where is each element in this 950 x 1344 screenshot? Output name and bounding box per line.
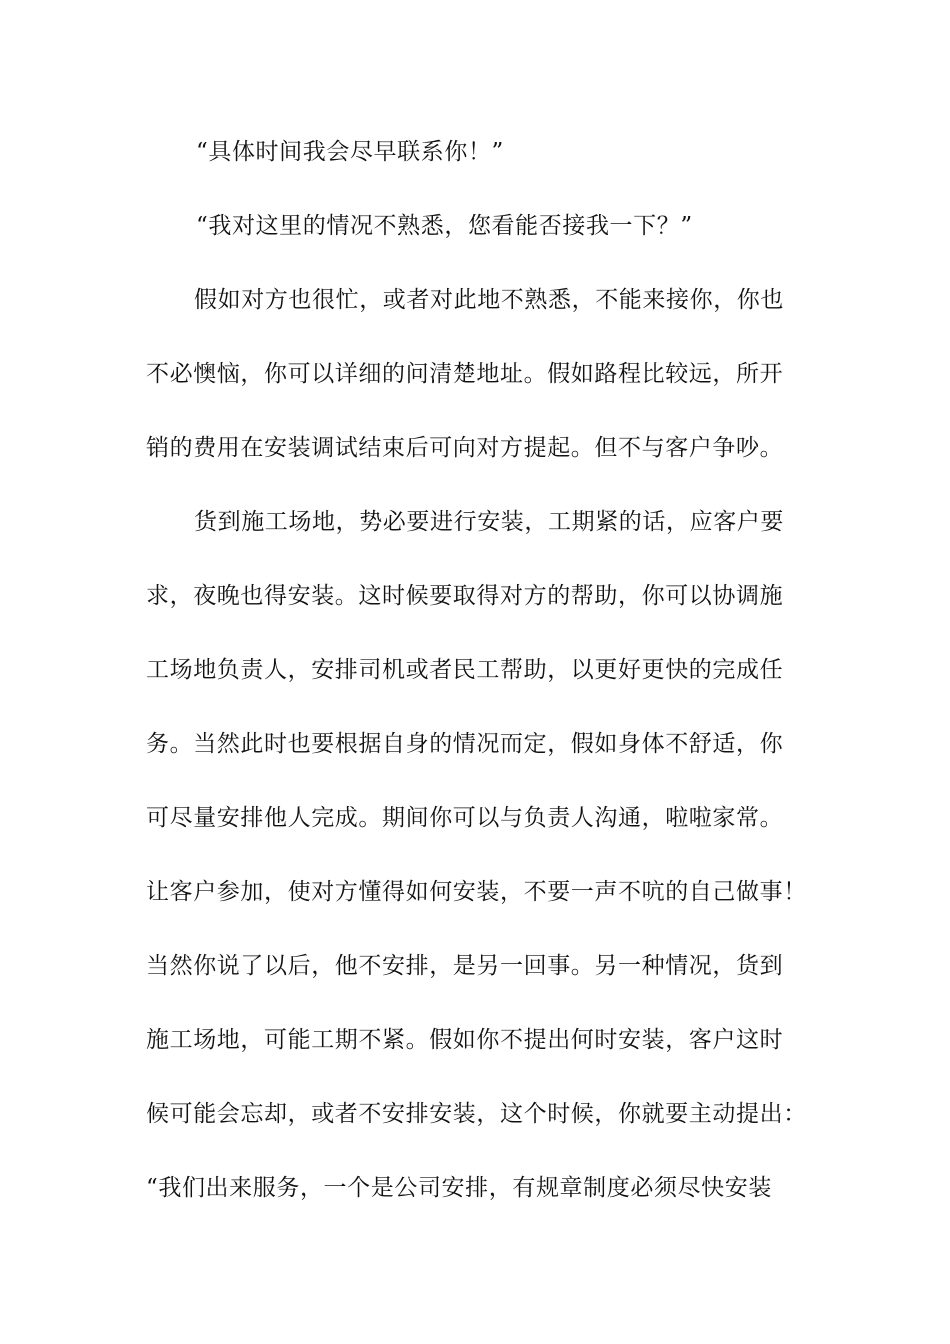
paragraph-1-line-2: 不必懊恼，你可以详细的问清楚地址。假如路程比较远，所开 xyxy=(146,361,784,387)
paragraph-2-line-2: 求，夜晚也得安装。这时候要取得对方的帮助，你可以协调施 xyxy=(146,583,784,609)
paragraph-2-line-1: 货到施工场地，势必要进行安装，工期紧的话，应客户要 xyxy=(194,509,784,535)
paragraph-2-line-3: 工场地负责人，安排司机或者民工帮助，以更好更快的完成任 xyxy=(146,657,784,683)
paragraph-2-line-6: 让客户参加，使对方懂得如何安装，不要一声不吭的自己做事！ xyxy=(146,879,807,905)
dialogue-line-1: “具体时间我会尽早联系你！” xyxy=(196,139,504,165)
paragraph-1-line-3: 销的费用在安装调试结束后可向对方提起。但不与客户争吵。 xyxy=(146,435,784,461)
paragraph-2-line-9: 候可能会忘却，或者不安排安装，这个时候，你就要主动提出： xyxy=(146,1101,807,1127)
paragraph-2-line-10: “我们出来服务，一个是公司安排，有规章制度必须尽快安装 xyxy=(146,1175,772,1201)
dialogue-line-2: “我对这里的情况不熟悉，您看能否接我一下？” xyxy=(196,213,693,239)
paragraph-2-line-5: 可尽量安排他人完成。期间你可以与负责人沟通，啦啦家常。 xyxy=(146,805,784,831)
paragraph-2-line-4: 务。当然此时也要根据自身的情况而定，假如身体不舒适，你 xyxy=(146,731,784,757)
paragraph-2-line-7: 当然你说了以后，他不安排，是另一回事。另一种情况，货到 xyxy=(146,953,784,979)
paragraph-2-line-8: 施工场地，可能工期不紧。假如你不提出何时安装，客户这时 xyxy=(146,1027,784,1053)
paragraph-1-line-1: 假如对方也很忙，或者对此地不熟悉，不能来接你，你也 xyxy=(194,287,784,313)
